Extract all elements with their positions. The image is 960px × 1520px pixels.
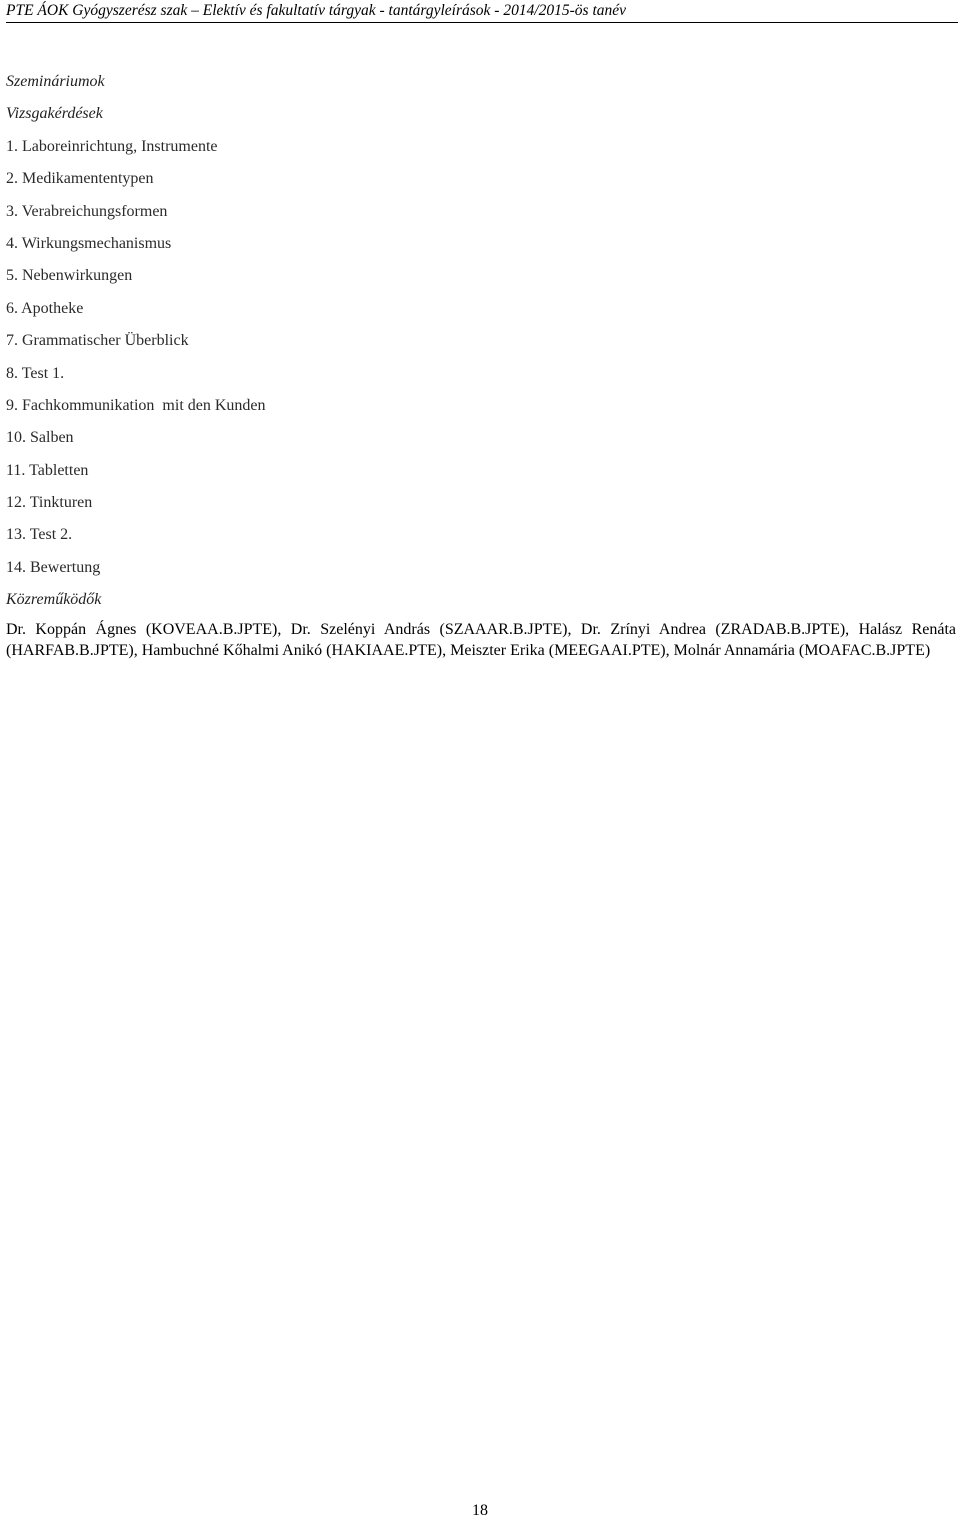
list-item: 8. Test 1. (6, 364, 65, 382)
contributors-text: Dr. Koppán Ágnes (KOVEAA.B.JPTE), Dr. Szelényi András (SZAAAR.B.JPTE), Dr. Zrínyi Andrea (ZRADAB.B.JPTE), Halász Renáta (HARFAB.B.JPTE), Hambuchné Kőhalmi Anikó (HAKIAAE.PTE), Meiszter Erika (MEEGAAI.PTE), Molnár Annamária (MOAFAC.B.JPTE) (6, 621, 956, 659)
list-item: 4. Wirkungsmechanismus (6, 234, 172, 252)
exam-questions-heading: Vizsgakérdések (6, 105, 103, 123)
list-item: 2. Medikamententypen (6, 170, 154, 188)
list-item: 1. Laboreinrichtung, Instrumente (6, 137, 218, 155)
contributors-heading: Közreműködők (6, 591, 102, 609)
list-item: 3. Verabreichungsformen (6, 202, 168, 220)
page-header (6, 1, 958, 23)
list-item: 7. Grammatischer Überblick (6, 332, 189, 350)
list-item: 13. Test 2. (6, 526, 73, 544)
page-number: 18 (472, 1502, 488, 1519)
list-item: 6. Apotheke (6, 299, 84, 317)
document-body (6, 72, 956, 661)
page-header-text: PTE ÁOK Gyógyszerész szak – Elektív és fakultatív tárgyak - tantárgyleírások - 2014/2015-ös tanév (6, 2, 627, 19)
exam-questions-list (6, 137, 956, 590)
list-item: 11. Tabletten (6, 461, 89, 479)
list-item: 10. Salben (6, 429, 74, 447)
list-item: 14. Bewertung (6, 558, 101, 576)
seminars-heading: Szemináriumok (6, 73, 105, 90)
list-item: 9. Fachkommunikation mit den Kunden (6, 396, 266, 414)
list-item: 12. Tinkturen (6, 494, 93, 512)
list-item: 5. Nebenwirkungen (6, 267, 133, 285)
